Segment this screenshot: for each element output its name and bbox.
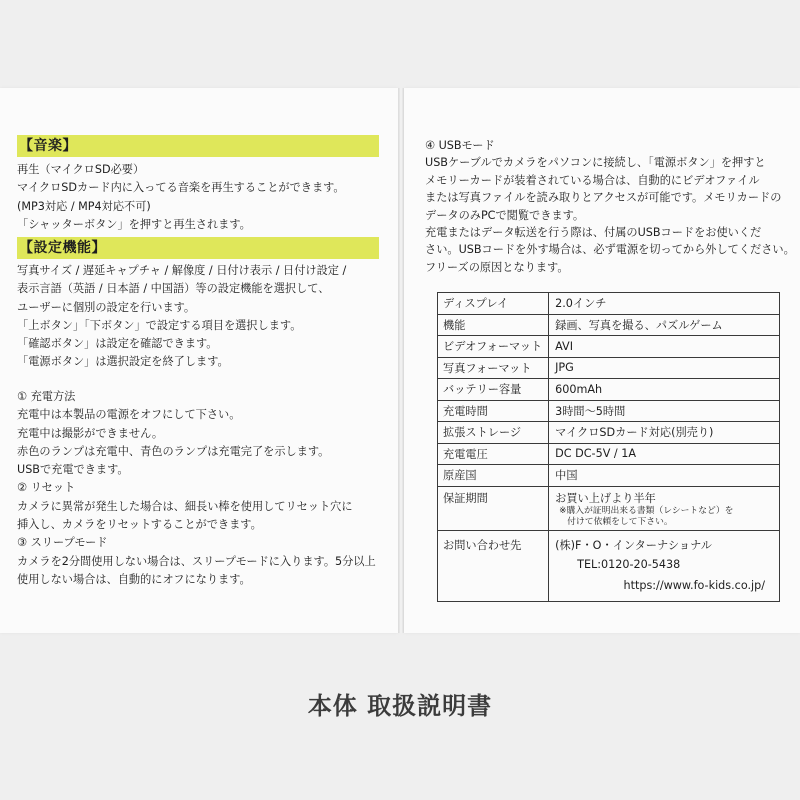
- guide-line: 挿入し、カメラをリセットすることができます。: [17, 518, 262, 532]
- guide-line: 赤色のランプは充電中、青色のランプは充電完了を示します。: [17, 444, 330, 458]
- settings-text: [17, 262, 346, 372]
- usb-line: さい。USBコードを外す場合は、必ず電源を切ってから外してください。: [425, 243, 795, 257]
- warranty-note: 付けて依頼をして下さい。: [567, 516, 673, 527]
- settings-line: 「電源ボタン」は選択設定を終了します。: [17, 355, 229, 369]
- spec-label: 原産国: [438, 465, 549, 487]
- table-row: [438, 422, 780, 444]
- usb-line: ④ USBモード: [425, 139, 495, 152]
- spec-value: 録画、写真を撮る、パズルゲーム: [549, 314, 780, 336]
- guide-line: ③ スリープモード: [17, 536, 108, 550]
- contact-label: お問い合わせ先: [438, 530, 549, 601]
- table-row: [438, 357, 780, 379]
- warranty-note: ※購入が証明出来る書類（レシートなど）を: [559, 505, 734, 516]
- spec-value: 3時間～5時間: [549, 400, 780, 422]
- usb-line: フリーズの原因となります。: [425, 260, 569, 274]
- spec-value: DC DC-5V / 1A: [549, 443, 780, 465]
- music-heading: 【音楽】: [17, 135, 379, 157]
- contact-url: https://www.fo-kids.co.jp/: [623, 578, 765, 592]
- table-row: [438, 465, 780, 487]
- table-row: [438, 530, 780, 601]
- guide-line: カメラを2分間使用しない場合は、スリープモードに入ります。5分以上: [17, 554, 376, 568]
- usb-line: または写真ファイルを読み取りとアクセスが可能です。メモリカードの: [425, 191, 782, 205]
- guide-line: 充電中は撮影ができません。: [17, 426, 164, 440]
- music-line: 「シャッターボタン」を押すと再生されます。: [17, 217, 251, 231]
- spec-label: ディスプレイ: [438, 293, 549, 315]
- spec-value: 600mAh: [549, 379, 780, 401]
- contact-cell: [549, 530, 780, 601]
- usb-line: 充電またはデータ転送を行う際は、付属のUSBコードをお使いくだ: [425, 225, 762, 239]
- spec-value: マイクロSDカード対応(別売り): [549, 422, 780, 444]
- table-row: [438, 379, 780, 401]
- guide-line: ② リセット: [17, 481, 76, 495]
- table-row: [438, 443, 780, 465]
- settings-line: ユーザーに個別の設定を行います。: [17, 300, 196, 314]
- music-text: [17, 161, 345, 234]
- spec-label: 写真フォーマット: [438, 357, 549, 379]
- music-line: (MP3対応 / MP4対応不可): [17, 199, 151, 213]
- guide-line: ① 充電方法: [17, 390, 76, 403]
- spec-label: 拡張ストレージ: [438, 422, 549, 444]
- music-line: 再生（マイクロSD必要）: [17, 163, 145, 176]
- spec-value: 中国: [549, 465, 780, 487]
- music-line: マイクロSDカード内に入ってる音楽を再生することができます。: [17, 181, 345, 195]
- warranty-cell: [549, 486, 780, 530]
- spec-value: AVI: [549, 336, 780, 358]
- settings-heading: 【設定機能】: [17, 237, 379, 259]
- table-row: [438, 314, 780, 336]
- table-row: [438, 400, 780, 422]
- table-row: [438, 486, 780, 530]
- guide-text: [17, 388, 376, 589]
- guide-line: USBで充電できます。: [17, 463, 129, 477]
- settings-line: 「確認ボタン」は設定を確認できます。: [17, 337, 218, 351]
- settings-line: 表示言語（英語 / 日本語 / 中国語）等の設定機能を選択して、: [17, 282, 330, 296]
- usb-line: メモリーカードが装着されている場合は、自動的にビデオファイル: [425, 173, 760, 187]
- spec-label: バッテリー容量: [438, 379, 549, 401]
- spec-table: [437, 292, 780, 602]
- settings-line: 「上ボタン」「下ボタン」で設定する項目を選択します。: [17, 318, 302, 332]
- settings-line: 写真サイズ / 遅延キャプチャ / 解像度 / 日付け表示 / 日付け設定 /: [17, 264, 347, 277]
- contact-tel: TEL:0120-20-5438: [577, 557, 681, 571]
- table-row: [438, 293, 780, 315]
- spec-label: 充電時間: [438, 400, 549, 422]
- usb-mode-text: [425, 137, 795, 276]
- guide-line: 充電中は本製品の電源をオフにして下さい。: [17, 408, 241, 422]
- spec-label: 充電電圧: [438, 443, 549, 465]
- spec-label: 機能: [438, 314, 549, 336]
- table-row: [438, 336, 780, 358]
- warranty-label: 保証期間: [438, 486, 549, 530]
- spec-label: ビデオフォーマット: [438, 336, 549, 358]
- caption: 本体 取扱説明書: [307, 692, 493, 720]
- guide-line: 使用しない場合は、自動的にオフになります。: [17, 572, 251, 586]
- spec-value: JPG: [549, 357, 780, 379]
- usb-line: データのみPCで閲覧できます。: [425, 208, 585, 222]
- contact-company: (株)F・O・インターナショナル: [555, 538, 712, 552]
- warranty-value: お買い上げより半年: [555, 491, 656, 505]
- spec-value: 2.0インチ: [549, 293, 780, 315]
- guide-line: カメラに異常が発生した場合は、細長い棒を使用してリセット穴に: [17, 499, 353, 513]
- usb-line: USBケーブルでカメラをパソコンに接続し、「電源ボタン」を押すと: [425, 156, 766, 170]
